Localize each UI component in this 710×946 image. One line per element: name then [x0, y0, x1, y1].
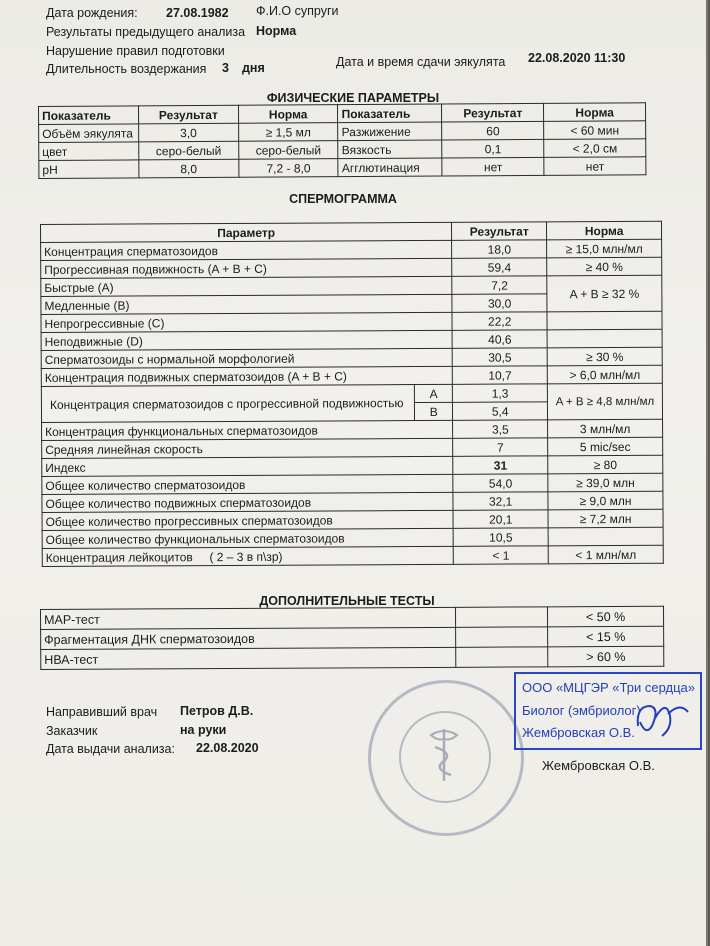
param-cell: Общее количество сперматозоидов [42, 474, 453, 494]
signature-icon [632, 692, 692, 742]
sub-label-b: B [415, 402, 453, 420]
cell: pH [39, 160, 139, 179]
physical-row [39, 157, 646, 179]
physical-header: Норма [238, 105, 338, 124]
physical-header: Показатель [39, 106, 139, 125]
issue-date-label: Дата выдачи анализа: [46, 742, 175, 756]
cell: Разжижение [338, 122, 442, 141]
norm-cell [548, 527, 663, 546]
param-cell: Концентрация подвижных сперматозоидов (A + B + C) [41, 366, 452, 386]
dob-label: Дата рождения: [46, 6, 138, 20]
norm-cell: ≥ 15,0 млн/мл [547, 239, 662, 258]
norm-cell: ≥ 40 % [547, 257, 662, 276]
param-cell-progressive: Концентрация сперматозоидов с прогрессивной подвижностью [41, 385, 414, 423]
cell: 7,2 - 8,0 [239, 159, 339, 178]
result-cell: 20,1 [453, 510, 548, 528]
cell: 3,0 [139, 123, 239, 142]
norm-cell [547, 329, 662, 348]
norm-cell: ≥ 39,0 млн [548, 473, 663, 492]
spermogram-header: Норма [547, 221, 662, 240]
sub-label-a: A [415, 384, 453, 402]
leukocytes-label: Концентрация лейкоцитов [45, 549, 193, 565]
result-cell: 18,0 [452, 240, 547, 258]
result-cell: 1,3 [453, 384, 548, 402]
leukocytes-field-note: ( 2 – 3 в п\зр) [209, 549, 283, 564]
param-cell: Сперматозоиды с нормальной морфологией [41, 348, 452, 368]
param-cell: Быстрые (A) [41, 276, 452, 296]
table-row [42, 545, 663, 566]
clinic-stamp-name: Жембровская О.В. [522, 725, 635, 740]
norm-cell: ≥ 30 % [547, 347, 662, 366]
referring-doctor-label: Направивший врач [46, 705, 158, 719]
result-cell: 5,4 [453, 402, 548, 420]
norm-cell: 3 млн/мл [548, 419, 663, 438]
table-row [41, 646, 664, 669]
round-seal [368, 680, 524, 836]
spermogram-header: Параметр [41, 222, 452, 242]
norm-cell: > 6,0 млн/мл [547, 365, 662, 384]
abstinence-label: Длительность воздержания [46, 62, 207, 76]
cell: серо-белый [238, 141, 338, 160]
cell: Объём эякулята [39, 124, 139, 143]
norm-cell: 5 mic/sec [548, 437, 663, 456]
param-cell: Неподвижные (D) [41, 330, 452, 350]
param-cell-leukocytes [42, 546, 453, 566]
delivery-label: Дата и время сдачи эякулята [336, 55, 506, 69]
result-cell: 10,5 [453, 528, 548, 546]
param-cell: Общее количество подвижных сперматозоидов [42, 492, 453, 512]
result-cell: 30,0 [452, 294, 547, 312]
test-norm: < 50 % [548, 606, 664, 627]
param-cell: Общее количество функциональных сперматозоидов [42, 528, 453, 548]
physical-table [38, 102, 646, 179]
result-cell: 30,5 [452, 348, 547, 366]
norm-cell: < 1 млн/мл [548, 545, 663, 564]
cell: 0,1 [442, 139, 544, 158]
spermogram-header: Результат [452, 222, 547, 240]
norm-cell [547, 311, 662, 330]
clinic-stamp [514, 672, 702, 750]
physical-header: Результат [442, 103, 544, 122]
result-cell: 32,1 [453, 492, 548, 510]
signature-name: Жембровская О.В. [542, 758, 655, 773]
issue-date-value: 22.08.2020 [196, 741, 259, 755]
norm-cell: ≥ 80 [548, 455, 663, 474]
cell: 60 [442, 121, 544, 140]
cell: ≥ 1,5 мл [238, 123, 338, 142]
result-cell: 7,2 [452, 276, 547, 294]
param-cell: Средняя линейная скорость [42, 438, 453, 458]
spermogram-section-title: СПЕРМОГРАММА [289, 192, 397, 206]
norm-cell-ab: A + B ≥ 32 % [547, 275, 662, 312]
cell: Агглютинация [338, 158, 442, 177]
previous-result-label: Результаты предыдущего анализа [46, 25, 246, 39]
cell: < 60 мин [544, 121, 646, 140]
dob-value: 27.08.1982 [166, 6, 229, 20]
cell: нет [544, 157, 646, 176]
extra-tests-title: ДОПОЛНИТЕЛЬНЫЕ ТЕСТЫ [259, 594, 435, 608]
result-cell: < 1 [453, 546, 548, 564]
caduceus-icon [421, 725, 467, 785]
param-cell: Медленные (B) [41, 294, 452, 314]
abstinence-unit: дня [242, 61, 265, 75]
test-result [456, 647, 548, 667]
param-cell: Непрогрессивные (C) [41, 312, 452, 332]
result-cell: 10,7 [452, 366, 547, 384]
abstinence-value: 3 [222, 61, 229, 75]
preparation-violation-label: Нарушение правил подготовки [46, 44, 225, 58]
test-norm: < 15 % [548, 626, 664, 647]
referring-doctor-value: Петров Д.В. [180, 704, 254, 718]
physical-header: Результат [138, 105, 238, 124]
param-cell: Индекс [42, 456, 453, 476]
cell: серо-белый [139, 141, 239, 160]
test-norm: > 60 % [548, 646, 664, 667]
norm-cell: ≥ 9,0 млн [548, 491, 663, 510]
result-cell: 59,4 [452, 258, 547, 276]
result-cell: 7 [453, 438, 548, 456]
client-label: Заказчик [46, 724, 98, 738]
result-cell: 40,6 [452, 330, 547, 348]
result-cell: 22,2 [452, 312, 547, 330]
delivery-value: 22.08.2020 11:30 [528, 51, 626, 65]
clinic-stamp-role: Биолог (эмбриолог) [522, 703, 641, 718]
cell: 8,0 [139, 159, 239, 178]
table-row [41, 383, 662, 404]
test-name: Фрагментация ДНК сперматозоидов [41, 627, 456, 649]
physical-section-title: ФИЗИЧЕСКИЕ ПАРАМЕТРЫ [266, 91, 440, 105]
extra-tests-table [40, 606, 664, 670]
param-cell: Прогрессивная подвижность (A + B + C) [41, 258, 452, 278]
table-row [41, 275, 662, 296]
previous-result-value: Норма [256, 24, 297, 38]
cell: цвет [39, 142, 139, 161]
cell: Вязкость [338, 140, 442, 159]
test-result [456, 607, 548, 627]
clinic-stamp-org: ООО «МЦГЭР «Три сердца» [522, 680, 695, 695]
result-cell: 31 [453, 456, 548, 474]
norm-cell: ≥ 7,2 млн [548, 509, 663, 528]
physical-header: Показатель [338, 104, 442, 123]
param-cell: Концентрация сперматозоидов [41, 240, 452, 260]
spermogram-table [40, 221, 664, 567]
param-cell: Концентрация функциональных сперматозоидов [42, 420, 453, 440]
cell: < 2,0 см [544, 139, 646, 158]
result-cell: 54,0 [453, 474, 548, 492]
norm-cell-progressive: A + B ≥ 4,8 млн/мл [548, 383, 663, 420]
cell: нет [442, 157, 544, 176]
client-value: на руки [180, 723, 227, 737]
spouse-label: Ф.И.О супруги [256, 4, 339, 18]
physical-header: Норма [544, 103, 646, 122]
result-cell: 3,5 [453, 420, 548, 438]
test-name: НВА-тест [41, 647, 456, 669]
param-cell: Общее количество прогрессивных сперматозоидов [42, 510, 453, 530]
test-name: МАР-тест [41, 607, 456, 629]
test-result [456, 627, 548, 647]
